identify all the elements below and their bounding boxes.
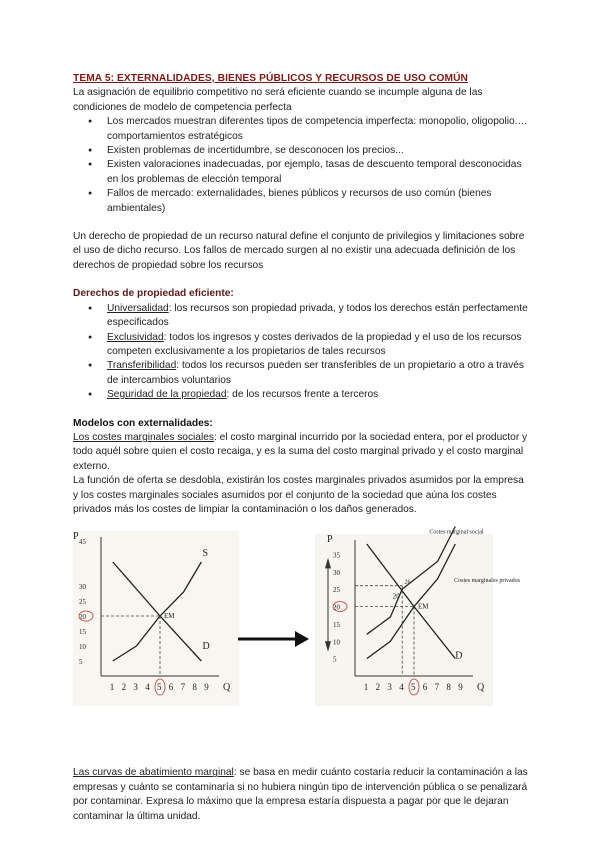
- y-tick-label: 10: [79, 643, 86, 652]
- x-tick-label: 1: [363, 682, 369, 693]
- list-item: ● Los mercados muestran diferentes tipos de competencia imperfecta: monopolio, oligopolio.… comportamientos estratégicos: [107, 115, 528, 144]
- y-tick-label: 30: [79, 583, 86, 592]
- x-tick-label: 7: [180, 682, 186, 693]
- list-item: ● Existen valoraciones inadecuadas, por ejemplo, tasas de descuento temporal desconocidas en los problemas de elección temporal: [107, 158, 528, 187]
- list-item: [107, 302, 528, 331]
- y-tick-label: 20: [333, 603, 340, 612]
- right-term: Transferibilidad: [107, 360, 177, 372]
- rights-heading: Derechos de propiedad eficiente:: [73, 288, 234, 300]
- externalities-heading: Modelos con externalidades:: [73, 417, 213, 429]
- list-item: [107, 359, 528, 388]
- arrow-right-icon: [238, 631, 309, 647]
- x-tick-label: 8: [192, 682, 197, 693]
- property-paragraph: Un derecho de propiedad de un recurso natural define el conjunto de privilegios y limitaciones sobre el uso de dicho recurso. Los fallos de mercado surgen al no existir una adecuada definición de los derechos de propiedad sobre los recursos: [73, 231, 525, 271]
- list-item: [107, 388, 528, 402]
- list-item: ● Fallos de mercado: externalidades, bienes públicos y recursos de uso común (bienes ambientales): [107, 187, 528, 216]
- series-label: Costes marginal social: [429, 529, 484, 536]
- series-label: D: [202, 641, 210, 653]
- x-tick-label: 3: [133, 682, 138, 693]
- series-label: D: [455, 651, 463, 663]
- point-label: 26: [404, 580, 411, 587]
- intro-bullet-list: [73, 115, 528, 216]
- x-tick-label: 4: [399, 682, 404, 693]
- y-tick-label: 20: [79, 613, 86, 622]
- y-tick-label: 10: [333, 638, 340, 647]
- rights-list: [73, 302, 528, 403]
- x-tick-label: 3: [387, 682, 392, 693]
- right-term: Seguridad de la propiedad: [107, 389, 227, 401]
- y-tick-label: 25: [79, 598, 86, 607]
- y-axis-label: P: [73, 531, 79, 543]
- chart-background: [315, 534, 493, 706]
- list-item: ● Existen problemas de incertidumbre, se desconocen los precios...: [107, 144, 528, 158]
- chart-background: [73, 531, 239, 706]
- x-tick-label: 6: [168, 682, 174, 693]
- x-tick-label: 9: [458, 682, 463, 693]
- x-tick-label: 4: [145, 682, 150, 693]
- y-axis-label: P: [327, 534, 333, 546]
- abatement-term: Las curvas de abatimiento marginal: [73, 767, 234, 779]
- point-label: 20: [392, 592, 400, 601]
- social-costs-paragraph: [73, 431, 528, 474]
- y-tick-label: 5: [79, 658, 83, 667]
- x-axis-label: Q: [477, 682, 485, 694]
- right-term: Universalidad: [107, 302, 169, 314]
- x-tick-label: 6: [422, 682, 428, 693]
- figures-row: [73, 521, 528, 766]
- y-tick-label: 30: [333, 569, 340, 578]
- x-tick-label: 1: [109, 682, 115, 693]
- right-text: : todos los ingresos y costes derivados de la propiedad y el uso de los recursos competen exclusivamente a los propietarios de tales recursos: [107, 331, 522, 357]
- equilibrium-label: EM: [418, 602, 429, 611]
- abatement-text: : se basa en medir cuánto costaría reducir la contaminación a las empresas y cuánto se contaminaría si no hubiera ningún tipo de intervención pública o se penalizará por contaminar. Expresa lo máximo que la empresa estaría dispuesta a pagar por que le dejaran contaminar la última unidad.: [73, 767, 528, 822]
- y-tick-label: 5: [333, 656, 337, 665]
- x-tick-label: 5: [411, 682, 416, 693]
- y-tick-label: 15: [79, 628, 86, 637]
- social-costs-text: : el costo marginal incurrido por la sociedad entera, por el productor y todo aquél sobre quien el costo recaiga, y es la suma del costo marginal privado y el costo marginal externo.: [73, 431, 528, 472]
- x-tick-label: 2: [375, 682, 381, 693]
- page-title: TEMA 5: EXTERNALIDADES, BIENES PÚBLICOS Y RECURSOS DE USO COMÚN: [73, 73, 468, 84]
- x-tick-label: 8: [446, 682, 451, 693]
- y-tick-label: 35: [333, 551, 340, 560]
- externality-charts: [73, 521, 528, 766]
- list-item: [107, 331, 528, 360]
- y-tick-label: 25: [333, 586, 340, 595]
- x-axis-label: Q: [223, 682, 231, 694]
- series-label: Costes marginales privados: [454, 578, 521, 585]
- right-text: : los recursos son propiedad privada, y todos los derechos están perfectamente especificados: [107, 302, 528, 329]
- x-tick-label: 2: [121, 682, 127, 693]
- right-text: : de los recursos frente a terceros: [226, 389, 379, 401]
- intro-paragraph: La asignación de equilibrio competitivo no será eficiente cuando se incumple alguna de las condiciones de modelo de competencia perfecta: [73, 87, 483, 113]
- supply-paragraph: La función de oferta se desdobla, existirán los costes marginales privados asumidos por la empresa y los costes marginales sociales asumidos por el conjunto de la sociedad que aúna los costes privados más los costes de limpiar la contaminación o los daños generados.: [73, 475, 524, 515]
- equilibrium-label: EM: [164, 612, 175, 621]
- x-tick-label: 7: [434, 682, 440, 693]
- abatement-paragraph: [73, 766, 528, 824]
- right-text: : todos los recursos pueden ser transferibles de un propietario a otro a través de intercambios voluntarios: [107, 360, 524, 386]
- social-costs-term: Los costes marginales sociales: [73, 431, 214, 443]
- right-term: Exclusividad: [107, 331, 164, 343]
- y-tick-label: 15: [333, 621, 340, 630]
- chart-social-market: [315, 527, 521, 706]
- x-tick-label: 5: [157, 682, 162, 693]
- y-tick-label: 45: [79, 538, 86, 547]
- x-tick-label: 9: [204, 682, 209, 693]
- series-label: S: [202, 548, 209, 560]
- chart-private-market: [73, 531, 239, 706]
- document-page: [73, 72, 528, 824]
